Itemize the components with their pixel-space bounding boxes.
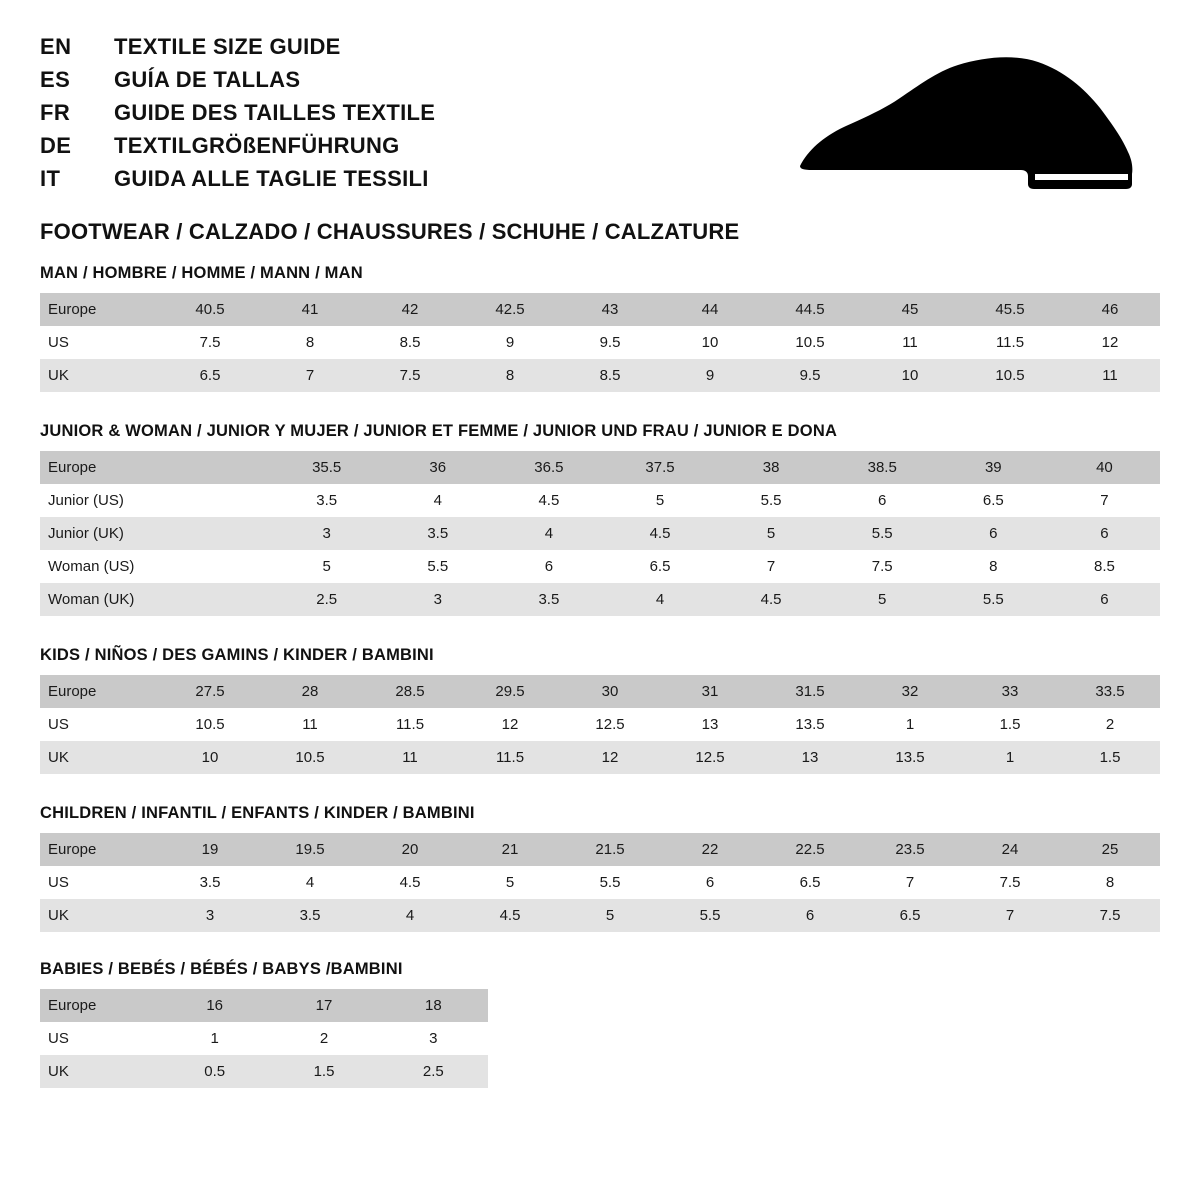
language-code: IT bbox=[40, 166, 61, 191]
cell: 3 bbox=[382, 583, 493, 616]
row-label: Europe bbox=[40, 451, 160, 484]
cell bbox=[160, 517, 271, 550]
cell: 6.5 bbox=[938, 484, 1049, 517]
cell bbox=[160, 583, 271, 616]
cell: 12 bbox=[1060, 326, 1160, 359]
cell: 7.5 bbox=[1060, 899, 1160, 932]
cell: 6 bbox=[760, 899, 860, 932]
cell: 43 bbox=[560, 293, 660, 326]
cell: 6 bbox=[660, 866, 760, 899]
table-row bbox=[40, 359, 1160, 392]
cell: 4 bbox=[604, 583, 715, 616]
cell: 4.5 bbox=[493, 484, 604, 517]
size-table-junior-woman bbox=[40, 451, 1160, 616]
cell: 1 bbox=[860, 708, 960, 741]
cell: 16 bbox=[160, 989, 269, 1022]
table-row bbox=[40, 484, 1160, 517]
cell: 1.5 bbox=[1060, 741, 1160, 774]
cell: 12 bbox=[460, 708, 560, 741]
row-label: Europe bbox=[40, 293, 160, 326]
cell: 5 bbox=[716, 517, 827, 550]
cell: 11.5 bbox=[460, 741, 560, 774]
cell: 7.5 bbox=[960, 866, 1060, 899]
cell: 4.5 bbox=[360, 866, 460, 899]
cell: 5 bbox=[271, 550, 382, 583]
cell: 19.5 bbox=[260, 833, 360, 866]
cell: 44 bbox=[660, 293, 760, 326]
cell: 13.5 bbox=[860, 741, 960, 774]
cell: 5.5 bbox=[382, 550, 493, 583]
cell: 6 bbox=[1049, 583, 1160, 616]
cell: 5.5 bbox=[827, 517, 938, 550]
table-row bbox=[40, 550, 1160, 583]
table-row bbox=[40, 675, 1160, 708]
table-row bbox=[40, 1055, 488, 1088]
cell: 6 bbox=[938, 517, 1049, 550]
cell: 32 bbox=[860, 675, 960, 708]
cell: 8.5 bbox=[360, 326, 460, 359]
row-label: Woman (UK) bbox=[40, 583, 160, 616]
cell: 8.5 bbox=[1049, 550, 1160, 583]
table-row bbox=[40, 708, 1160, 741]
cell: 1.5 bbox=[269, 1055, 378, 1088]
cell: 33.5 bbox=[1060, 675, 1160, 708]
language-code: FR bbox=[40, 100, 71, 125]
cell: 3.5 bbox=[260, 899, 360, 932]
row-label: US bbox=[40, 326, 160, 359]
language-code: ES bbox=[40, 67, 71, 92]
row-label: US bbox=[40, 1022, 160, 1055]
table-row bbox=[40, 833, 1160, 866]
table-row bbox=[40, 989, 488, 1022]
language-code: DE bbox=[40, 133, 72, 158]
cell: 4.5 bbox=[460, 899, 560, 932]
row-label: Junior (UK) bbox=[40, 517, 160, 550]
cell: 17 bbox=[269, 989, 378, 1022]
section-kids bbox=[40, 646, 1160, 774]
cell: 4 bbox=[382, 484, 493, 517]
cell: 33 bbox=[960, 675, 1060, 708]
cell: 45 bbox=[860, 293, 960, 326]
cell: 10.5 bbox=[960, 359, 1060, 392]
section-title: BABIES / BEBÉS / BÉBÉS / BABYS /BAMBINI bbox=[40, 960, 403, 978]
cell: 3 bbox=[379, 1022, 488, 1055]
cell: 11.5 bbox=[360, 708, 460, 741]
cell: 27.5 bbox=[160, 675, 260, 708]
cell: 5.5 bbox=[660, 899, 760, 932]
language-title: TEXTILGRÖßENFÜHRUNG bbox=[114, 133, 400, 158]
cell: 8 bbox=[460, 359, 560, 392]
row-label: UK bbox=[40, 359, 160, 392]
cell: 9 bbox=[460, 326, 560, 359]
cell: 5 bbox=[827, 583, 938, 616]
section-man bbox=[40, 264, 1160, 392]
cell: 6.5 bbox=[860, 899, 960, 932]
cell: 25 bbox=[1060, 833, 1160, 866]
cell: 13.5 bbox=[760, 708, 860, 741]
row-label: UK bbox=[40, 1055, 160, 1088]
cell: 31 bbox=[660, 675, 760, 708]
cell: 9.5 bbox=[760, 359, 860, 392]
cell: 28.5 bbox=[360, 675, 460, 708]
cell: 28 bbox=[260, 675, 360, 708]
cell: 5.5 bbox=[716, 484, 827, 517]
cell: 36 bbox=[382, 451, 493, 484]
cell: 11 bbox=[260, 708, 360, 741]
cell: 22.5 bbox=[760, 833, 860, 866]
cell: 6.5 bbox=[760, 866, 860, 899]
cell: 2.5 bbox=[271, 583, 382, 616]
cell: 4.5 bbox=[604, 517, 715, 550]
section-junior-woman bbox=[40, 422, 1160, 616]
section-title: KIDS / NIÑOS / DES GAMINS / KINDER / BAMBINI bbox=[40, 646, 434, 664]
cell: 2.5 bbox=[379, 1055, 488, 1088]
cell: 7.5 bbox=[360, 359, 460, 392]
section-title: JUNIOR & WOMAN / JUNIOR Y MUJER / JUNIOR ET FEMME / JUNIOR UND FRAU / JUNIOR E DONA bbox=[40, 422, 838, 440]
table-row bbox=[40, 899, 1160, 932]
row-label: UK bbox=[40, 741, 160, 774]
table-row bbox=[40, 451, 1160, 484]
cell: 38.5 bbox=[827, 451, 938, 484]
cell: 40.5 bbox=[160, 293, 260, 326]
cell: 8.5 bbox=[560, 359, 660, 392]
cell: 3.5 bbox=[382, 517, 493, 550]
cell: 1 bbox=[960, 741, 1060, 774]
cell: 8 bbox=[260, 326, 360, 359]
cell: 10 bbox=[660, 326, 760, 359]
table-row bbox=[40, 293, 1160, 326]
cell: 13 bbox=[760, 741, 860, 774]
cell: 7.5 bbox=[160, 326, 260, 359]
cell: 10.5 bbox=[260, 741, 360, 774]
cell bbox=[160, 484, 271, 517]
section-title: CHILDREN / INFANTIL / ENFANTS / KINDER / BAMBINI bbox=[40, 804, 475, 822]
table-row bbox=[40, 583, 1160, 616]
cell: 37.5 bbox=[604, 451, 715, 484]
cell: 9.5 bbox=[560, 326, 660, 359]
cell: 7 bbox=[1049, 484, 1160, 517]
cell: 5 bbox=[604, 484, 715, 517]
language-title: GUIDA ALLE TAGLIE TESSILI bbox=[114, 166, 429, 191]
cell: 22 bbox=[660, 833, 760, 866]
cell: 4.5 bbox=[716, 583, 827, 616]
cell: 10.5 bbox=[160, 708, 260, 741]
cell: 12 bbox=[560, 741, 660, 774]
cell: 1.5 bbox=[960, 708, 1060, 741]
cell: 2 bbox=[269, 1022, 378, 1055]
cell: 12.5 bbox=[660, 741, 760, 774]
row-label: Europe bbox=[40, 675, 160, 708]
cell: 38 bbox=[716, 451, 827, 484]
table-row bbox=[40, 326, 1160, 359]
cell: 2 bbox=[1060, 708, 1160, 741]
cell: 19 bbox=[160, 833, 260, 866]
language-title: GUÍA DE TALLAS bbox=[114, 67, 301, 92]
cell: 5.5 bbox=[560, 866, 660, 899]
cell: 7.5 bbox=[827, 550, 938, 583]
cell: 3 bbox=[160, 899, 260, 932]
cell: 12.5 bbox=[560, 708, 660, 741]
cell: 44.5 bbox=[760, 293, 860, 326]
size-table-babies bbox=[40, 989, 488, 1088]
cell: 3.5 bbox=[493, 583, 604, 616]
section-children bbox=[40, 804, 1160, 932]
cell: 7 bbox=[260, 359, 360, 392]
size-table-man bbox=[40, 293, 1160, 392]
cell: 46 bbox=[1060, 293, 1160, 326]
cell: 11 bbox=[1060, 359, 1160, 392]
cell: 36.5 bbox=[493, 451, 604, 484]
page-title: FOOTWEAR / CALZADO / CHAUSSURES / SCHUHE / CALZATURE bbox=[40, 219, 740, 244]
cell: 3.5 bbox=[160, 866, 260, 899]
cell: 21.5 bbox=[560, 833, 660, 866]
cell: 7 bbox=[960, 899, 1060, 932]
row-label: Woman (US) bbox=[40, 550, 160, 583]
cell: 10 bbox=[160, 741, 260, 774]
cell: 5 bbox=[460, 866, 560, 899]
cell bbox=[160, 550, 271, 583]
row-label: UK bbox=[40, 899, 160, 932]
cell: 3.5 bbox=[271, 484, 382, 517]
language-title: GUIDE DES TAILLES TEXTILE bbox=[114, 100, 436, 125]
cell: 35.5 bbox=[271, 451, 382, 484]
cell: 23.5 bbox=[860, 833, 960, 866]
cell: 21 bbox=[460, 833, 560, 866]
cell: 7 bbox=[860, 866, 960, 899]
cell: 8 bbox=[938, 550, 1049, 583]
cell: 11.5 bbox=[960, 326, 1060, 359]
row-label: US bbox=[40, 708, 160, 741]
cell: 6.5 bbox=[604, 550, 715, 583]
cell: 45.5 bbox=[960, 293, 1060, 326]
cell: 1 bbox=[160, 1022, 269, 1055]
cell: 6 bbox=[827, 484, 938, 517]
row-label: Europe bbox=[40, 833, 160, 866]
cell: 6.5 bbox=[160, 359, 260, 392]
cell: 13 bbox=[660, 708, 760, 741]
cell: 10 bbox=[860, 359, 960, 392]
cell: 9 bbox=[660, 359, 760, 392]
cell: 29.5 bbox=[460, 675, 560, 708]
cell: 40 bbox=[1049, 451, 1160, 484]
table-row bbox=[40, 866, 1160, 899]
cell: 24 bbox=[960, 833, 1060, 866]
cell: 42 bbox=[360, 293, 460, 326]
cell: 0.5 bbox=[160, 1055, 269, 1088]
cell: 4 bbox=[360, 899, 460, 932]
cell: 18 bbox=[379, 989, 488, 1022]
cell: 5.5 bbox=[938, 583, 1049, 616]
cell bbox=[160, 451, 271, 484]
cell: 6 bbox=[1049, 517, 1160, 550]
cell: 39 bbox=[938, 451, 1049, 484]
cell: 3 bbox=[271, 517, 382, 550]
cell: 11 bbox=[860, 326, 960, 359]
row-label: Europe bbox=[40, 989, 160, 1022]
cell: 31.5 bbox=[760, 675, 860, 708]
dress-shoe-icon bbox=[788, 56, 1138, 196]
cell: 7 bbox=[716, 550, 827, 583]
header bbox=[40, 34, 1160, 244]
table-row bbox=[40, 517, 1160, 550]
cell: 11 bbox=[360, 741, 460, 774]
cell: 8 bbox=[1060, 866, 1160, 899]
size-table-children bbox=[40, 833, 1160, 932]
cell: 20 bbox=[360, 833, 460, 866]
cell: 30 bbox=[560, 675, 660, 708]
cell: 41 bbox=[260, 293, 360, 326]
cell: 6 bbox=[493, 550, 604, 583]
section-title: MAN / HOMBRE / HOMME / MANN / MAN bbox=[40, 264, 363, 282]
size-table-kids bbox=[40, 675, 1160, 774]
row-label: Junior (US) bbox=[40, 484, 160, 517]
cell: 5 bbox=[560, 899, 660, 932]
cell: 4 bbox=[260, 866, 360, 899]
language-code: EN bbox=[40, 34, 72, 59]
cell: 10.5 bbox=[760, 326, 860, 359]
section-babies bbox=[40, 960, 1160, 1088]
cell: 4 bbox=[493, 517, 604, 550]
table-row bbox=[40, 741, 1160, 774]
cell: 42.5 bbox=[460, 293, 560, 326]
row-label: US bbox=[40, 866, 160, 899]
language-title: TEXTILE SIZE GUIDE bbox=[114, 34, 341, 59]
table-row bbox=[40, 1022, 488, 1055]
